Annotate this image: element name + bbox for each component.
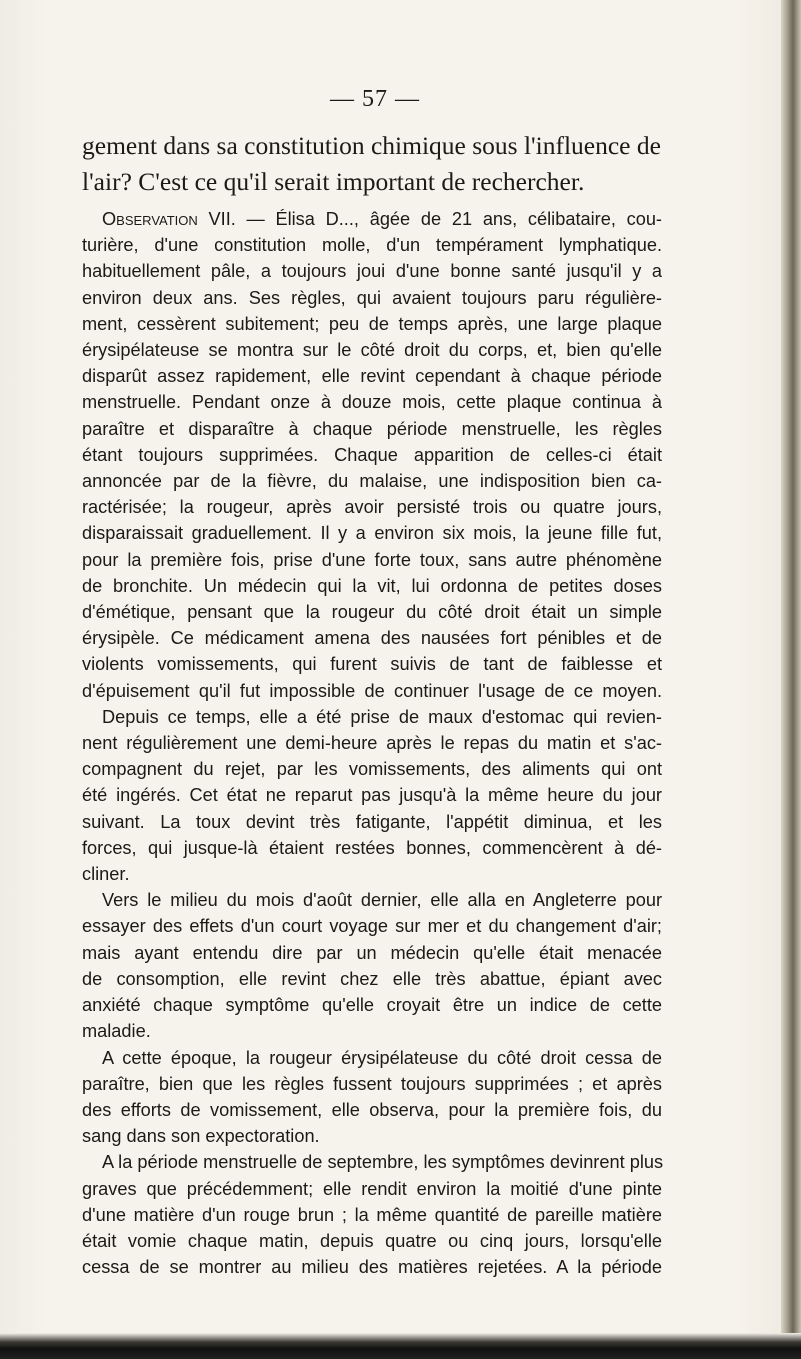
text-line: paraître et disparaître à chaque période menstruelle, les règles	[82, 418, 662, 439]
text-line: ractérisée; la rougeur, après avoir persisté trois ou quatre jours,	[82, 497, 662, 518]
lead-paragraph	[82, 128, 672, 200]
text-line: turière, d'une constitution molle, d'un tempérament lymphatique.	[82, 235, 662, 256]
text-line: ment, cessèrent subitement; peu de temps après, une large plaque	[82, 313, 662, 334]
text-line: menstruelle. Pendant onze à douze mois, cette plaque continua à	[82, 392, 662, 413]
text-line: de bronchite. Un médecin qui la vit, lui ordonna de petites doses	[82, 575, 662, 596]
text-line: d'épuisement qu'il fut impossible de continuer l'usage de ce moyen.	[82, 680, 662, 701]
text-line: maladie.	[82, 1021, 151, 1042]
lead-line: gement dans sa constitution chimique sous l'influence de	[82, 131, 661, 160]
text-line: violents vomissements, qui furent suivis de tant de faiblesse et	[82, 654, 662, 675]
text-line: cliner.	[82, 864, 130, 885]
text-line: nent régulièrement une demi-heure après le repas du matin et s'ac-	[82, 733, 662, 754]
text-line: suivant. La toux devint très fatigante, l'appétit diminua, et les	[82, 811, 662, 832]
text-line: compagnent du rejet, par les vomissements, des aliments qui ont	[82, 759, 662, 780]
text-line: environ deux ans. Ses règles, qui avaient toujours paru régulière-	[82, 287, 662, 308]
text-line: graves que précédemment; elle rendit environ la moitié d'une pinte	[82, 1178, 662, 1199]
page-bottom-shadow	[0, 1333, 801, 1359]
observation-label: Observation VII.	[102, 209, 236, 229]
text-line: Vers le milieu du mois d'août dernier, elle alla en Angleterre pour	[102, 890, 662, 911]
text-line: de consomption, elle revint chez elle très abattue, épiant avec	[82, 968, 662, 989]
text-line: été ingérés. Cet état ne reparut pas jusqu'à la même heure du jour	[82, 785, 662, 806]
text-line: annoncée par de la fièvre, du malaise, une indisposition bien ca-	[82, 471, 662, 492]
text-line: disparût assez rapidement, elle revint cependant à chaque période	[82, 366, 662, 387]
text-line: Depuis ce temps, elle a été prise de maux d'estomac qui revien-	[102, 706, 662, 727]
text-line: A la période menstruelle de septembre, les symptômes devinrent plus	[102, 1152, 664, 1173]
text-line: habituellement pâle, a toujours joui d'une bonne santé jusqu'il y a	[82, 261, 662, 282]
text-line: d'une matière d'un rouge brun ; la même quantité de pareille matière	[82, 1204, 662, 1225]
text-line: essayer des effets d'un court voyage sur mer et du changement d'air;	[82, 916, 662, 937]
lead-line: l'air? C'est ce qu'il serait important de rechercher.	[82, 167, 585, 196]
text-line: étant toujours supprimées. Chaque apparition de celles-ci était	[82, 444, 662, 465]
text-line: disparaissait graduellement. Il y a environ six mois, la jeune fille fut,	[82, 523, 662, 544]
text-line: forces, qui jusque-là étaient restées bonnes, commencèrent à dé-	[82, 837, 662, 858]
observation-body	[82, 232, 662, 1280]
text-line: A cette époque, la rougeur érysipélateuse du côté droit cessa de	[102, 1047, 662, 1068]
page-number: — 57 —	[330, 86, 420, 112]
text-line: cessa de se montrer au milieu des matières rejetées. A la période	[82, 1257, 662, 1278]
text-line: érysipèle. Ce médicament amena des nausées fort pénibles et de	[82, 628, 662, 649]
page-edge-shadow	[781, 0, 801, 1359]
text-line: des efforts de vomissement, elle observa, pour la première fois, du	[82, 1099, 662, 1120]
text-line: était vomie chaque matin, depuis quatre ou cinq jours, lorsqu'elle	[82, 1230, 662, 1251]
observation-intro: — Élisa D..., âgée de 21 ans, célibataire, cou-	[235, 209, 662, 229]
text-line: pour la première fois, prise d'une forte toux, sans autre phénomène	[82, 549, 662, 570]
observation-heading-line	[82, 206, 662, 232]
text-line: anxiété chaque symptôme qu'elle croyait être un indice de cette	[82, 995, 662, 1016]
text-line: paraître, bien que les règles fussent toujours supprimées ; et après	[82, 1073, 662, 1094]
observation-text	[82, 206, 662, 1280]
text-line: érysipélateuse se montra sur le côté droit du corps, et, bien qu'elle	[82, 340, 662, 361]
text-line: d'émétique, pensant que la rougeur du côté droit était un simple	[82, 602, 662, 623]
text-line: mais ayant entendu dire par un médecin qu'elle était menacée	[82, 942, 662, 963]
text-line: sang dans son expectoration.	[82, 1126, 320, 1147]
